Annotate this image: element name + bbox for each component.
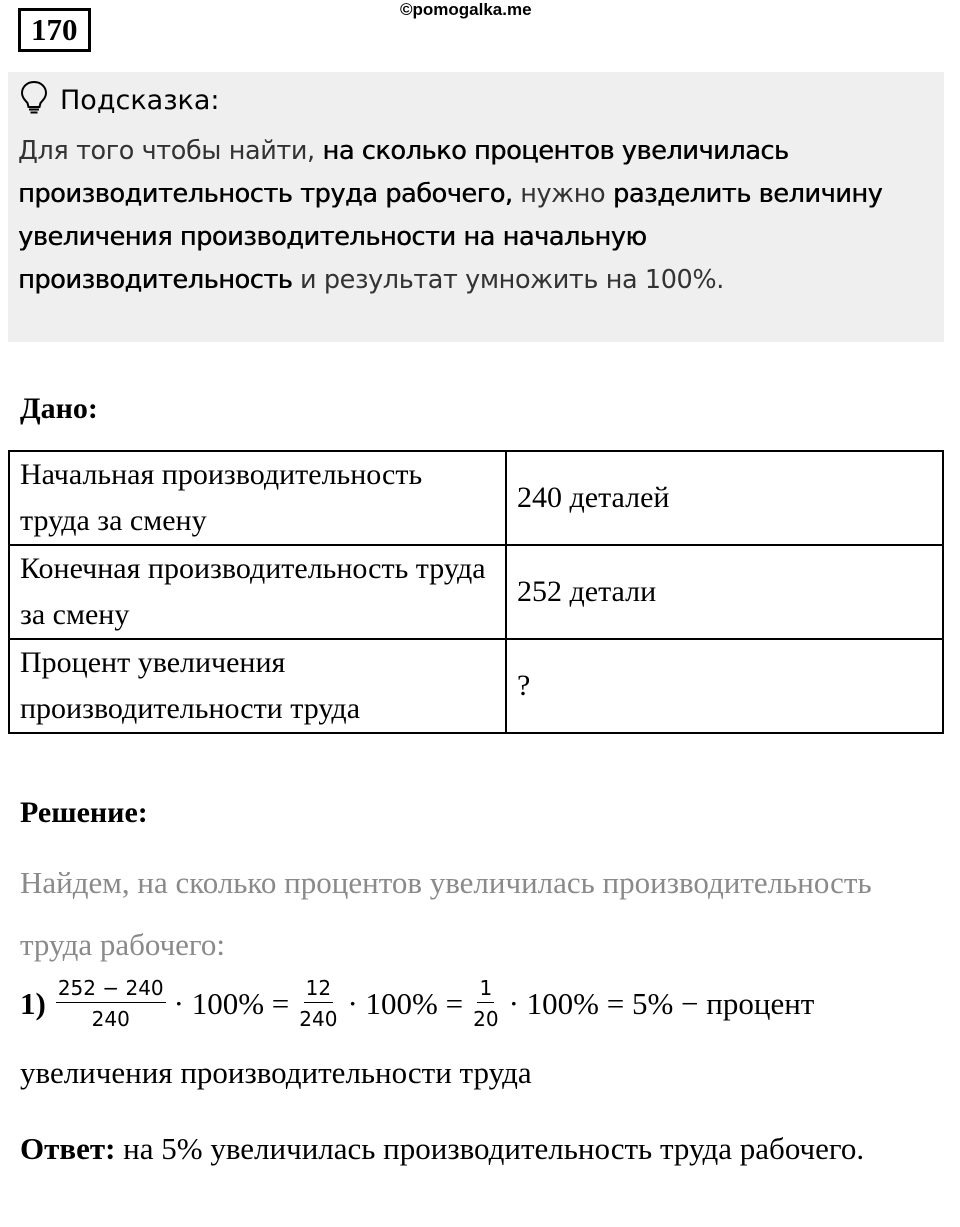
- step-label: 1): [20, 985, 46, 1021]
- fraction-1: [56, 976, 166, 1031]
- solution-intro: Найдем, на сколько процентов увеличилась производительность труда рабочего:: [20, 865, 872, 962]
- table-row: [9, 639, 943, 733]
- hint-text: [18, 130, 928, 302]
- hint-part-3: нужно: [512, 179, 613, 209]
- given-value: 252 детали: [506, 545, 943, 639]
- given-label: Конечная производительность труда за смену: [9, 545, 506, 639]
- hint-part-2: на сколько процентов увеличилась производительность труда рабочего,: [18, 136, 789, 209]
- fraction-3-denominator: 20: [473, 1007, 499, 1031]
- fraction-1-denominator: 240: [91, 1007, 130, 1031]
- given-title: Дано:: [20, 392, 98, 425]
- given-label: Начальная производительность труда за смену: [9, 451, 506, 545]
- fraction-3: [471, 976, 500, 1031]
- task-number: 170: [18, 8, 91, 52]
- step-mid-1: · 100% =: [173, 985, 290, 1021]
- hint-part-5: и результат умножить на 100%.: [292, 265, 724, 295]
- given-table: [8, 450, 944, 734]
- solution-step-1-continued: увеличения производительности труда: [20, 1055, 532, 1090]
- fraction-1-numerator: 252 − 240: [56, 976, 166, 1003]
- given-value: ?: [506, 639, 943, 733]
- answer-label: Ответ:: [20, 1131, 116, 1166]
- fraction-2-numerator: 12: [304, 976, 333, 1003]
- answer-text: на 5% увеличилась производительность труда рабочего.: [115, 1131, 865, 1166]
- hint-part-4: разделить величину увеличения производительности на начальную производительность: [18, 179, 883, 295]
- step-mid-2: · 100% =: [347, 985, 464, 1021]
- watermark: ©pomogalka.me: [400, 0, 532, 19]
- hint-part-1: Для того чтобы найти,: [18, 136, 323, 166]
- solution-title: Решение:: [20, 796, 148, 829]
- fraction-2-denominator: 240: [299, 1007, 338, 1031]
- fraction-3-numerator: 1: [477, 976, 494, 1003]
- hint-title: [20, 80, 220, 120]
- answer: [20, 1118, 920, 1180]
- lightbulb-icon: [20, 80, 48, 121]
- step-tail: · 100% = 5% − процент: [508, 985, 815, 1021]
- given-label: Процент увеличения производительности труда: [9, 639, 506, 733]
- solution-step-1: [20, 976, 940, 1031]
- fraction-2: [297, 976, 339, 1031]
- hint-title-text: Подсказка:: [60, 84, 220, 116]
- table-row: [9, 545, 943, 639]
- given-value: 240 деталей: [506, 451, 943, 545]
- table-row: [9, 451, 943, 545]
